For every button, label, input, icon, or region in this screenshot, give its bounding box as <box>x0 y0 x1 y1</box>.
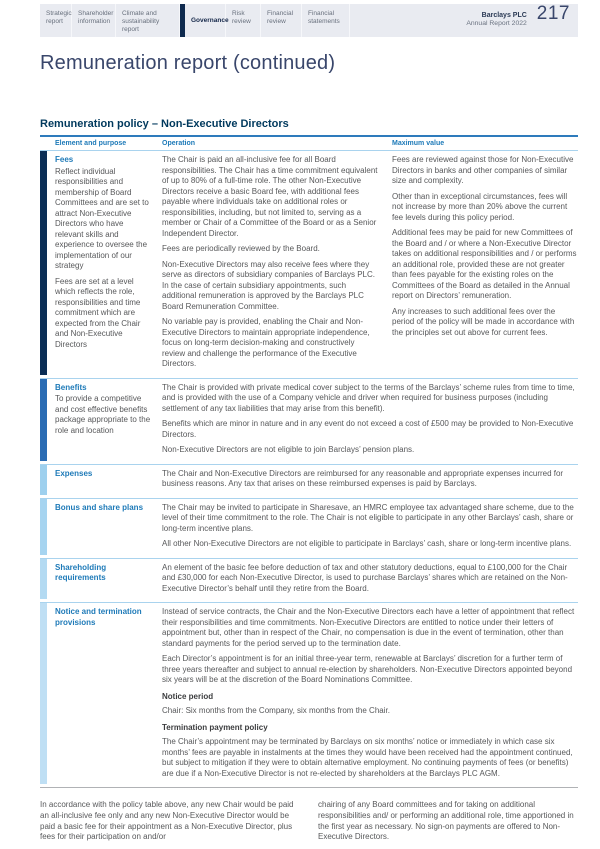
table-row-expenses <box>40 464 578 498</box>
nav-tab-financial-statements[interactable] <box>302 4 350 37</box>
row-accent-bar <box>40 499 47 555</box>
paragraph: Instead of service contracts, the Chair and the Non-Executive Directors each have a letter of appointment that reflect their responsibilities and time commitments. Non-Executive Directors are entitled to notice under their letters of appointment but, other than in respect of the Chair, no compensation is due in the event of termination, other than standard payments for the period served up to the termination date. <box>162 607 575 648</box>
remuneration-policy-table <box>40 135 578 788</box>
row-title: Benefits <box>55 382 87 392</box>
nav-tab-label: Risk review <box>232 10 251 25</box>
cell-element-purpose <box>47 499 162 558</box>
paragraph: Other than in exceptional circumstances, fees will not increase by more than 20% above the current fee levels during this policy period. <box>392 191 568 222</box>
brand-subtitle: Annual Report 2022 <box>466 20 527 27</box>
paragraph: Chair: Six months from the Company, six months from the Chair. <box>162 706 390 715</box>
paragraph: Non-Executive Directors are not eligible to join Barclays’ pension plans. <box>162 445 415 454</box>
nav-tab-governance[interactable] <box>180 4 229 37</box>
paragraph: The Chair’s appointment may be terminated by Barclays on six months’ notice or immediately in which case six months’ fees are payable in instalments at the times they would have been received had the appointment continued, but subject to mitigation if they were to obtain alternative employment. No continuing payments of fees (or benefits) are due if a Non-Executive Director is not re-elected by shareholders at the Barclays PLC AGM. <box>162 737 573 778</box>
table-row-shareholding-requirements <box>40 558 578 603</box>
column-header-element-purpose: Element and purpose <box>55 140 127 147</box>
row-title: Notice and termination provisions <box>55 607 142 627</box>
row-accent-bar <box>40 465 47 495</box>
row-title: Bonus and share plans <box>55 502 144 512</box>
paragraph: Non-Executive Directors may also receive fees where they serve as directors of subsidiary companies of Barclays PLC. In the case of certain subsidiary appointments, such additional remuneration is approved by the Barclays PLC Board Remuneration Committee. <box>162 259 375 311</box>
paragraph: The Chair may be invited to participate in Sharesave, an HMRC employee tax advantaged share scheme, due to the level of their time commitment to the role. The Chair is not eligible to participate in any other Barclays’ cash, share or long-term incentive plans. <box>162 502 574 533</box>
footnote-right-column: chairing of any Board committees and for taking on additional responsibilities and/ or performing an additional role, time apportioned in the first year as necessary. No sign-on payments are offered to Non-Executive Directors. <box>318 800 574 842</box>
paragraph: No variable pay is provided, enabling the Chair and Non-Executive Directors to maintain appropriate independence, focus on long-term decision-making and constructively review and challenge the performance of the Executive Directors. <box>162 317 370 368</box>
table-row-bonus-share-plans <box>40 498 578 558</box>
nav-tab-label: Financial review <box>267 10 294 25</box>
table-row-notice-termination <box>40 602 578 787</box>
nav-spacer <box>350 4 466 37</box>
row-title: Shareholding requirements <box>55 562 107 582</box>
section-title: Remuneration policy – Non-Executive Directors <box>40 118 289 130</box>
report-brand <box>466 4 526 37</box>
cell-element-purpose <box>47 465 162 498</box>
paragraph: An element of the basic fee before deduction of tax and other statutory deductions, equal to £100,000 for the Chair and £30,000 for each Non-Executive Director, is used to purchase Barclays’ shares which are retained on the Non-Executive Director’s behalf until they retire from the Board. <box>162 562 568 593</box>
cell-operation <box>162 603 578 787</box>
row-title: Fees <box>55 155 74 164</box>
footnote-left-column: In accordance with the policy table above, any new Chair would be paid an all-inclusive fee only and any new Non-Executive Director would be paid a basic fee for their appointment as a Non-Executive Director, plus fees for their participation on and/or <box>40 800 294 842</box>
cell-element-purpose <box>47 151 162 378</box>
paragraph: Any increases to such additional fees over the period of the policy will be made in accordance with the principles set out above for current fees. <box>392 306 575 337</box>
column-header-maximum-value: Maximum value <box>392 140 445 147</box>
paragraph: The Chair and Non-Executive Directors are reimbursed for any reasonable and appropriate expenses incurred for business reasons. Any tax that arises on these reimbursed expenses is paid by Barclays. <box>162 468 564 488</box>
nav-tab-label: Climate and sustainability report <box>122 10 160 33</box>
row-accent-bar <box>40 379 47 461</box>
nav-tab-strategic-report[interactable] <box>40 4 72 37</box>
nav-tab-label: Shareholder information <box>78 10 114 25</box>
column-header-operation: Operation <box>162 140 196 147</box>
row-accent-bar <box>40 603 47 784</box>
notice-period-heading: Notice period <box>162 691 214 701</box>
cell-operation <box>162 151 392 378</box>
paragraph: All other Non-Executive Directors are not eligible to participate in Barclays’ cash, share or long-term incentive plans. <box>162 539 572 548</box>
cell-operation <box>162 559 578 603</box>
paragraph: Each Director’s appointment is for an initial three-year term, renewable at Barclays’ discretion for a further term of three years thereafter and subject to annual re-election by shareholders. Non-Executive Directors appointed beyond six years will be at the discretion of the Board Nominations Committee. <box>162 654 573 684</box>
table-header-row <box>40 135 578 151</box>
paragraph: Fees are set at a level which reflects the role, responsibilities and time commitment which are expected from the Chair and Non-Executive Directors <box>55 276 141 349</box>
paragraph: Fees are periodically reviewed by the Board. <box>162 244 320 253</box>
page-number: 217 <box>536 3 570 24</box>
paragraph: Additional fees may be paid for new Committees of the Board and / or where a Non-Executive Director takes on additional responsibilities and / or performs an additional role, provided these are not greater than fees payable for the existing roles on the Committees of the Board as detailed in the Annual report on Directors’ remuneration. <box>392 228 577 300</box>
nav-tab-label: Governance <box>191 16 229 24</box>
nav-tab-shareholder-information[interactable] <box>72 4 116 37</box>
cell-element-purpose <box>47 379 162 464</box>
paragraph: To provide a competitive and cost effective benefits package appropriate to the role and location <box>55 394 151 435</box>
cell-operation <box>162 379 578 464</box>
nav-tab-financial-review[interactable] <box>261 4 302 37</box>
nav-tab-climate-sustainability[interactable] <box>116 4 180 37</box>
cell-element-purpose <box>47 603 162 787</box>
footnote-section <box>40 800 578 843</box>
row-title: Expenses <box>55 468 93 478</box>
paragraph: Benefits which are minor in nature and in any event do not exceed a cost of £500 may be provided to Non-Executive Directors. <box>162 419 574 439</box>
brand-name: Barclays PLC <box>481 12 527 19</box>
paragraph: Fees are reviewed against those for Non-Executive Directors in banks and other companies of similar size and complexity. <box>392 155 574 185</box>
nav-tab-risk-review[interactable] <box>226 4 261 37</box>
page-title: Remuneration report (continued) <box>40 52 336 74</box>
top-navigation <box>40 4 578 37</box>
cell-maximum-value <box>392 151 578 378</box>
cell-operation <box>162 499 578 558</box>
table-row-fees <box>40 151 578 378</box>
table-row-benefits <box>40 378 578 464</box>
termination-payment-heading: Termination payment policy <box>162 722 268 732</box>
row-accent-bar <box>40 151 47 375</box>
nav-tab-label: Financial statements <box>308 10 340 25</box>
paragraph: The Chair is paid an all-inclusive fee for all Board responsibilities. The Chair has a time commitment equivalent of up to 80% of a full-time role. The other Non-Executive Directors receive a basic Board fee, with additional fees payable where individuals take on additional roles or responsibilities, including, but not limited to, serving as a member or Chair of a Committee of the Board or as a Senior Independent Director. <box>162 155 378 238</box>
paragraph: The Chair is provided with private medical cover subject to the terms of the Barclays’ scheme rules from time to time, and is provided with the use of a Company vehicle and driver when required for business purposes (including settlement of any tax liabilities that may arise from this benefit). <box>162 382 575 413</box>
cell-element-purpose <box>47 559 162 603</box>
row-accent-bar <box>40 559 47 600</box>
nav-tab-label: Strategic report <box>46 10 72 25</box>
cell-operation <box>162 465 578 498</box>
paragraph: Reflect individual responsibilities and membership of Board Committees and are set to attract Non-Executive Directors who have relevant skills and experience to oversee the implementation of our strategy <box>55 166 149 270</box>
